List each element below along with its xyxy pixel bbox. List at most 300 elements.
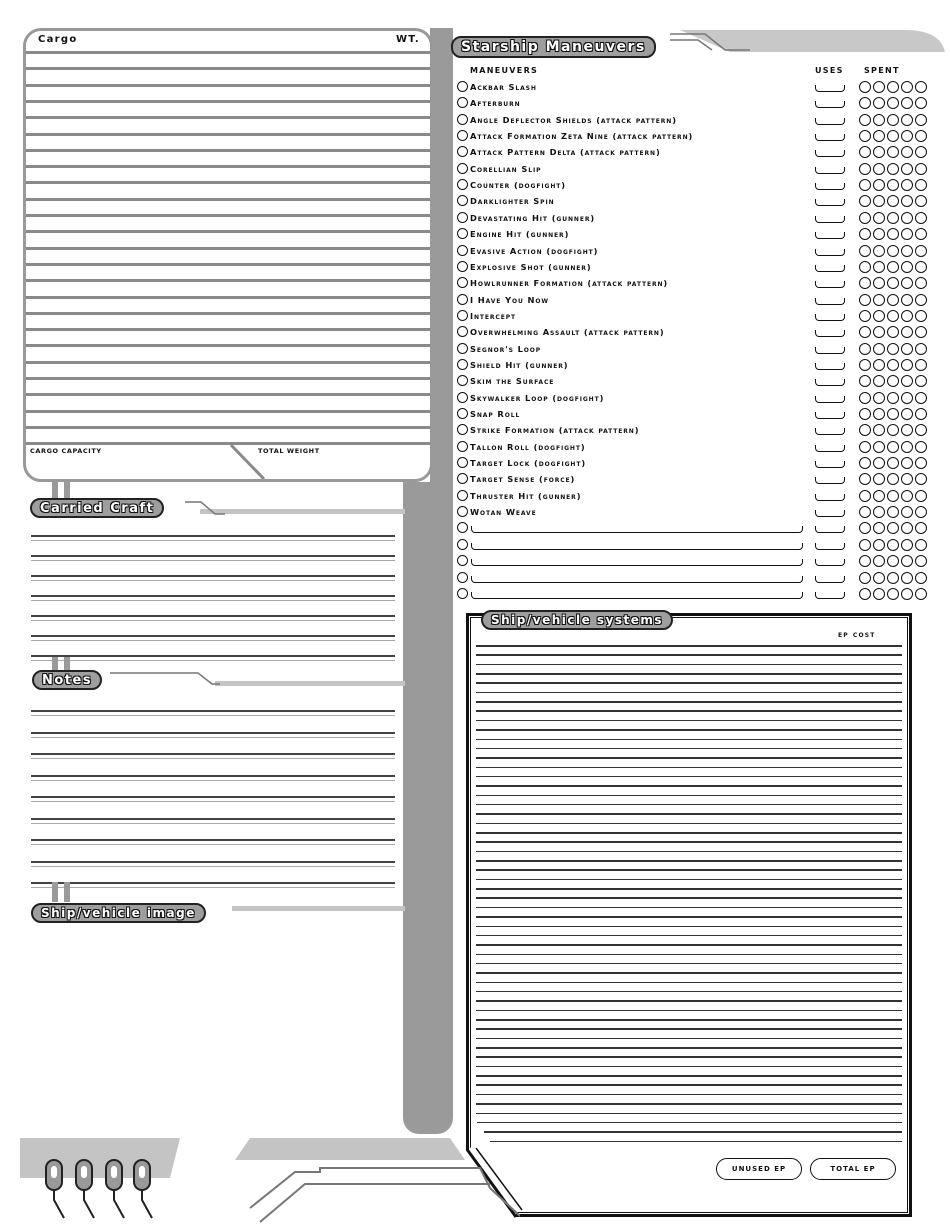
maneuver-checkbox[interactable] <box>457 522 468 533</box>
spent-circle[interactable] <box>859 195 871 207</box>
spent-circle[interactable] <box>887 163 899 175</box>
spent-circle[interactable] <box>901 130 913 142</box>
spent-circle[interactable] <box>859 441 871 453</box>
spent-circle[interactable] <box>873 81 885 93</box>
spent-circle[interactable] <box>887 81 899 93</box>
maneuver-checkbox[interactable] <box>457 212 468 223</box>
spent-circle[interactable] <box>901 424 913 436</box>
uses-field[interactable] <box>815 150 845 157</box>
maneuver-row <box>457 95 931 111</box>
spent-circle[interactable] <box>915 277 927 289</box>
spent-circle[interactable] <box>901 294 913 306</box>
spent-circle[interactable] <box>901 81 913 93</box>
spent-circle[interactable] <box>915 375 927 387</box>
cargo-line <box>26 328 430 331</box>
maneuver-checkbox[interactable] <box>457 97 468 108</box>
spent-circle[interactable] <box>859 572 871 584</box>
spent-circle[interactable] <box>887 457 899 469</box>
spent-circle[interactable] <box>859 424 871 436</box>
spent-circle[interactable] <box>915 81 927 93</box>
maneuver-row <box>457 390 931 406</box>
uses-field[interactable] <box>815 461 845 468</box>
maneuver-row <box>457 586 931 602</box>
systems-line <box>476 654 902 656</box>
spent-circle[interactable] <box>873 490 885 502</box>
cargo-line <box>26 263 430 266</box>
spent-circle[interactable] <box>873 572 885 584</box>
spent-circle[interactable] <box>901 343 913 355</box>
spent-circle[interactable] <box>901 490 913 502</box>
spent-circle[interactable] <box>915 424 927 436</box>
spent-circle[interactable] <box>915 506 927 518</box>
systems-line <box>476 907 902 909</box>
spent-circle[interactable] <box>887 212 899 224</box>
notes-line <box>31 839 395 841</box>
maneuver-name: Ackbar Slash <box>470 82 537 92</box>
maneuver-checkbox[interactable] <box>457 539 468 550</box>
spent-circle[interactable] <box>901 408 913 420</box>
spent-circle[interactable] <box>873 163 885 175</box>
spent-circle[interactable] <box>915 457 927 469</box>
spent-circle[interactable] <box>873 539 885 551</box>
spent-circle[interactable] <box>859 81 871 93</box>
systems-line <box>476 851 902 853</box>
maneuver-checkbox[interactable] <box>457 555 468 566</box>
spent-circle[interactable] <box>915 146 927 158</box>
spent-circle[interactable] <box>915 588 927 600</box>
maneuver-checkbox[interactable] <box>457 130 468 141</box>
maneuver-row <box>457 210 931 226</box>
spent-circle[interactable] <box>873 457 885 469</box>
spent-circle[interactable] <box>859 179 871 191</box>
cargo-line <box>26 214 430 217</box>
uses-field[interactable] <box>815 494 845 501</box>
spent-circle[interactable] <box>887 310 899 322</box>
maneuver-row <box>457 537 931 553</box>
total-ep-field[interactable]: TOTAL EP <box>810 1158 896 1180</box>
spent-circle[interactable] <box>873 212 885 224</box>
uses-field[interactable] <box>815 216 845 223</box>
spent-circle[interactable] <box>887 539 899 551</box>
uses-field[interactable] <box>815 232 845 239</box>
spent-circle[interactable] <box>901 572 913 584</box>
spent-circle[interactable] <box>873 555 885 567</box>
spent-circle[interactable] <box>873 179 885 191</box>
systems-line <box>476 916 902 918</box>
spent-circle[interactable] <box>915 392 927 404</box>
maneuver-checkbox[interactable] <box>457 457 468 468</box>
spent-circle[interactable] <box>915 359 927 371</box>
cargo-line <box>26 230 430 233</box>
spent-circle[interactable] <box>915 490 927 502</box>
spent-circle[interactable] <box>887 326 899 338</box>
maneuver-name: Attack Pattern Delta (attack pattern) <box>470 147 661 158</box>
spent-circle[interactable] <box>859 261 871 273</box>
cargo-line <box>26 84 430 87</box>
cargo-header: Cargo <box>38 34 78 45</box>
systems-line <box>476 1094 902 1096</box>
spent-circle[interactable] <box>901 326 913 338</box>
ep-cost-label: ep cost <box>838 630 876 639</box>
spent-circle[interactable] <box>915 310 927 322</box>
spent-circle[interactable] <box>873 294 885 306</box>
maneuver-name: Segnor's Loop <box>470 343 542 354</box>
spent-circle[interactable] <box>901 588 913 600</box>
spent-circle[interactable] <box>915 212 927 224</box>
maneuver-checkbox[interactable] <box>457 441 468 452</box>
systems-line <box>476 879 902 881</box>
spent-circle[interactable] <box>873 424 885 436</box>
spent-circle[interactable] <box>887 555 899 567</box>
maneuver-name: Evasive Action (dogfight) <box>470 245 599 256</box>
systems-line <box>476 1103 902 1105</box>
uses-field[interactable] <box>815 396 845 403</box>
systems-title: Ship/vehicle systems <box>481 610 673 630</box>
systems-line <box>476 710 902 712</box>
cargo-line <box>26 279 430 282</box>
spent-circle[interactable] <box>901 539 913 551</box>
spent-circle[interactable] <box>859 588 871 600</box>
spent-circle[interactable] <box>915 572 927 584</box>
uses-field[interactable] <box>815 249 845 256</box>
systems-line <box>476 823 902 825</box>
maneuver-blank-field[interactable] <box>471 559 803 566</box>
maneuver-checkbox[interactable] <box>457 473 468 484</box>
systems-line <box>476 682 902 684</box>
cargo-line <box>26 377 430 380</box>
maneuver-checkbox[interactable] <box>457 195 468 206</box>
maneuver-checkbox[interactable] <box>457 506 468 517</box>
spent-circle[interactable] <box>901 522 913 534</box>
spent-circle[interactable] <box>901 195 913 207</box>
uses-field[interactable] <box>815 379 845 386</box>
spent-circle[interactable] <box>859 457 871 469</box>
total-weight-label[interactable]: TOTAL WEIGHT <box>258 447 320 455</box>
spent-circle[interactable] <box>915 228 927 240</box>
systems-line <box>476 1056 902 1058</box>
spent-circle[interactable] <box>887 473 899 485</box>
spent-circle[interactable] <box>901 359 913 371</box>
maneuver-checkbox[interactable] <box>457 359 468 370</box>
spent-circle[interactable] <box>887 130 899 142</box>
uses-field[interactable] <box>815 428 845 435</box>
cargo-line <box>26 181 430 184</box>
spent-circle[interactable] <box>901 392 913 404</box>
spent-circle[interactable] <box>887 195 899 207</box>
spent-circle[interactable] <box>901 555 913 567</box>
spent-circle[interactable] <box>887 261 899 273</box>
spent-circle[interactable] <box>859 228 871 240</box>
uses-field[interactable] <box>815 445 845 452</box>
spent-circle[interactable] <box>915 441 927 453</box>
spent-circle[interactable] <box>887 245 899 257</box>
systems-line <box>476 664 902 666</box>
spent-circle[interactable] <box>915 539 927 551</box>
spent-circle[interactable] <box>887 228 899 240</box>
spent-circle[interactable] <box>859 555 871 567</box>
uses-field[interactable] <box>815 576 845 583</box>
spent-circle[interactable] <box>873 277 885 289</box>
maneuver-name: Skim the Surface <box>470 376 555 387</box>
spent-circle[interactable] <box>901 310 913 322</box>
spent-circle[interactable] <box>859 343 871 355</box>
craft-subline <box>31 560 395 561</box>
maneuver-name: Counter (dogfight) <box>470 180 566 191</box>
maneuver-checkbox[interactable] <box>457 294 468 305</box>
uses-field[interactable] <box>815 543 845 550</box>
maneuver-checkbox[interactable] <box>457 114 468 125</box>
uses-field[interactable] <box>815 265 845 272</box>
spent-circle[interactable] <box>915 343 927 355</box>
spent-circle[interactable] <box>859 310 871 322</box>
notes-subline <box>31 780 395 781</box>
spent-circle[interactable] <box>901 97 913 109</box>
uses-field[interactable] <box>815 363 845 370</box>
maneuver-blank-field[interactable] <box>471 576 803 583</box>
uses-field[interactable] <box>815 134 845 141</box>
spent-circle[interactable] <box>915 522 927 534</box>
spent-circle[interactable] <box>915 130 927 142</box>
uses-field[interactable] <box>815 510 845 517</box>
maneuver-row <box>457 243 931 259</box>
spent-circle[interactable] <box>859 506 871 518</box>
spent-circle[interactable] <box>873 506 885 518</box>
spent-circle[interactable] <box>887 375 899 387</box>
maneuver-checkbox[interactable] <box>457 261 468 272</box>
maneuver-row <box>457 471 931 487</box>
maneuver-checkbox[interactable] <box>457 588 468 599</box>
maneuver-checkbox[interactable] <box>457 245 468 256</box>
spent-circle[interactable] <box>859 212 871 224</box>
spent-circle[interactable] <box>901 375 913 387</box>
uses-field[interactable] <box>815 559 845 566</box>
spent-circle[interactable] <box>887 588 899 600</box>
spent-circle[interactable] <box>915 245 927 257</box>
craft-subline <box>31 540 395 541</box>
spent-circle[interactable] <box>859 326 871 338</box>
spent-circle[interactable] <box>887 522 899 534</box>
craft-subline <box>31 660 395 661</box>
spent-circle[interactable] <box>873 326 885 338</box>
spent-circle[interactable] <box>873 392 885 404</box>
maneuver-checkbox[interactable] <box>457 424 468 435</box>
spent-circle[interactable] <box>859 245 871 257</box>
maneuver-blank-field[interactable] <box>471 526 803 533</box>
maneuver-blank-field[interactable] <box>471 592 803 599</box>
spent-circle[interactable] <box>873 359 885 371</box>
spent-circle[interactable] <box>887 114 899 126</box>
spent-circle[interactable] <box>859 375 871 387</box>
unused-ep-field[interactable]: UNUSED EP <box>716 1158 802 1180</box>
spent-circle[interactable] <box>901 163 913 175</box>
spent-circle[interactable] <box>887 506 899 518</box>
spent-circle[interactable] <box>873 195 885 207</box>
ship-image-title: Ship/vehicle image <box>31 903 206 923</box>
systems-line <box>476 804 902 806</box>
maneuver-checkbox[interactable] <box>457 179 468 190</box>
systems-line <box>476 785 902 787</box>
maneuver-row <box>457 504 931 520</box>
spent-circle[interactable] <box>901 441 913 453</box>
spent-circle[interactable] <box>901 506 913 518</box>
maneuver-name: Engine Hit (gunner) <box>470 229 570 240</box>
systems-line <box>476 739 902 741</box>
spent-circle[interactable] <box>859 408 871 420</box>
spent-circle[interactable] <box>901 277 913 289</box>
maneuver-row <box>457 161 931 177</box>
spent-circle[interactable] <box>915 555 927 567</box>
systems-line <box>476 841 902 843</box>
maneuver-checkbox[interactable] <box>457 228 468 239</box>
spent-circle[interactable] <box>873 130 885 142</box>
spent-circle[interactable] <box>873 408 885 420</box>
uses-field[interactable] <box>815 526 845 533</box>
uses-field[interactable] <box>815 477 845 484</box>
spent-circle[interactable] <box>887 408 899 420</box>
spent-circle[interactable] <box>901 179 913 191</box>
spent-circle[interactable] <box>901 473 913 485</box>
spent-circle[interactable] <box>859 97 871 109</box>
spent-circle[interactable] <box>887 179 899 191</box>
spent-circle[interactable] <box>901 212 913 224</box>
notes-line <box>31 775 395 777</box>
systems-line <box>476 869 902 871</box>
maneuver-checkbox[interactable] <box>457 343 468 354</box>
spent-circle[interactable] <box>901 457 913 469</box>
spent-circle[interactable] <box>915 114 927 126</box>
spent-circle[interactable] <box>873 245 885 257</box>
maneuver-checkbox[interactable] <box>457 408 468 419</box>
spent-circle[interactable] <box>859 359 871 371</box>
maneuver-checkbox[interactable] <box>457 572 468 583</box>
uses-field[interactable] <box>815 101 845 108</box>
spent-circle[interactable] <box>873 228 885 240</box>
spent-circle[interactable] <box>915 408 927 420</box>
spent-circle[interactable] <box>873 473 885 485</box>
uses-field[interactable] <box>815 347 845 354</box>
spent-circle[interactable] <box>859 392 871 404</box>
systems-line <box>476 963 902 965</box>
spent-circle[interactable] <box>873 310 885 322</box>
spent-circle[interactable] <box>859 522 871 534</box>
uses-field[interactable] <box>815 118 845 125</box>
spent-circle[interactable] <box>873 588 885 600</box>
spent-circle[interactable] <box>873 375 885 387</box>
spent-circle[interactable] <box>887 97 899 109</box>
spent-circle[interactable] <box>859 277 871 289</box>
maneuver-checkbox[interactable] <box>457 310 468 321</box>
spent-circle[interactable] <box>915 163 927 175</box>
spent-circle[interactable] <box>873 441 885 453</box>
maneuver-checkbox[interactable] <box>457 375 468 386</box>
spent-circle[interactable] <box>887 294 899 306</box>
spent-circle[interactable] <box>887 146 899 158</box>
maneuver-row <box>457 308 931 324</box>
maneuver-checkbox[interactable] <box>457 146 468 157</box>
spent-circle[interactable] <box>887 343 899 355</box>
spent-circle[interactable] <box>859 130 871 142</box>
uses-field[interactable] <box>815 314 845 321</box>
uses-field[interactable] <box>815 199 845 206</box>
systems-line <box>476 1000 902 1002</box>
uses-field[interactable] <box>815 412 845 419</box>
spent-circle[interactable] <box>873 343 885 355</box>
spent-circle[interactable] <box>859 473 871 485</box>
spent-circle[interactable] <box>915 326 927 338</box>
ship-image-area[interactable] <box>30 935 400 1130</box>
maneuver-row <box>457 79 931 95</box>
uses-field[interactable] <box>815 167 845 174</box>
spent-circle[interactable] <box>873 114 885 126</box>
maneuver-row <box>457 324 931 340</box>
systems-line <box>476 720 902 722</box>
spent-circle[interactable] <box>887 572 899 584</box>
spent-circle[interactable] <box>915 473 927 485</box>
spent-circle[interactable] <box>887 392 899 404</box>
maneuver-checkbox[interactable] <box>457 81 468 92</box>
uses-field[interactable] <box>815 330 845 337</box>
spent-circle[interactable] <box>887 277 899 289</box>
uses-field[interactable] <box>815 592 845 599</box>
spent-circle[interactable] <box>901 261 913 273</box>
uses-field[interactable] <box>815 281 845 288</box>
spent-circle[interactable] <box>859 490 871 502</box>
maneuver-name: Snap Roll <box>470 409 521 419</box>
spent-circle[interactable] <box>915 195 927 207</box>
maneuvers-title: Starship Maneuvers <box>451 36 656 58</box>
spent-circle[interactable] <box>859 146 871 158</box>
spent-circle[interactable] <box>887 359 899 371</box>
uses-field[interactable] <box>815 298 845 305</box>
maneuver-checkbox[interactable] <box>457 326 468 337</box>
spent-circle[interactable] <box>887 490 899 502</box>
maneuver-row <box>457 177 931 193</box>
spent-circle[interactable] <box>915 179 927 191</box>
maneuver-checkbox[interactable] <box>457 490 468 501</box>
spent-circle[interactable] <box>873 146 885 158</box>
maneuver-checkbox[interactable] <box>457 277 468 288</box>
spent-circle[interactable] <box>915 261 927 273</box>
spent-circle[interactable] <box>859 539 871 551</box>
spent-circle[interactable] <box>873 522 885 534</box>
spent-circle[interactable] <box>873 261 885 273</box>
tick <box>52 882 58 902</box>
cargo-capacity-label[interactable]: CARGO CAPACITY <box>30 447 102 455</box>
uses-field[interactable] <box>815 85 845 92</box>
spent-circle[interactable] <box>915 294 927 306</box>
spent-circle[interactable] <box>901 228 913 240</box>
col-uses: USES <box>815 66 844 75</box>
spent-circle[interactable] <box>887 441 899 453</box>
spent-circle[interactable] <box>901 245 913 257</box>
maneuver-checkbox[interactable] <box>457 392 468 403</box>
spent-circle[interactable] <box>901 114 913 126</box>
spent-circle[interactable] <box>887 424 899 436</box>
systems-line <box>476 1113 902 1115</box>
uses-field[interactable] <box>815 183 845 190</box>
spent-circle[interactable] <box>859 163 871 175</box>
maneuver-blank-field[interactable] <box>471 543 803 550</box>
maneuver-checkbox[interactable] <box>457 163 468 174</box>
spent-circle[interactable] <box>873 97 885 109</box>
spine-top <box>430 28 453 498</box>
spent-circle[interactable] <box>915 97 927 109</box>
spent-circle[interactable] <box>859 114 871 126</box>
spent-circle[interactable] <box>859 294 871 306</box>
spent-circle[interactable] <box>901 146 913 158</box>
systems-line <box>477 1122 902 1124</box>
systems-line <box>476 832 902 834</box>
